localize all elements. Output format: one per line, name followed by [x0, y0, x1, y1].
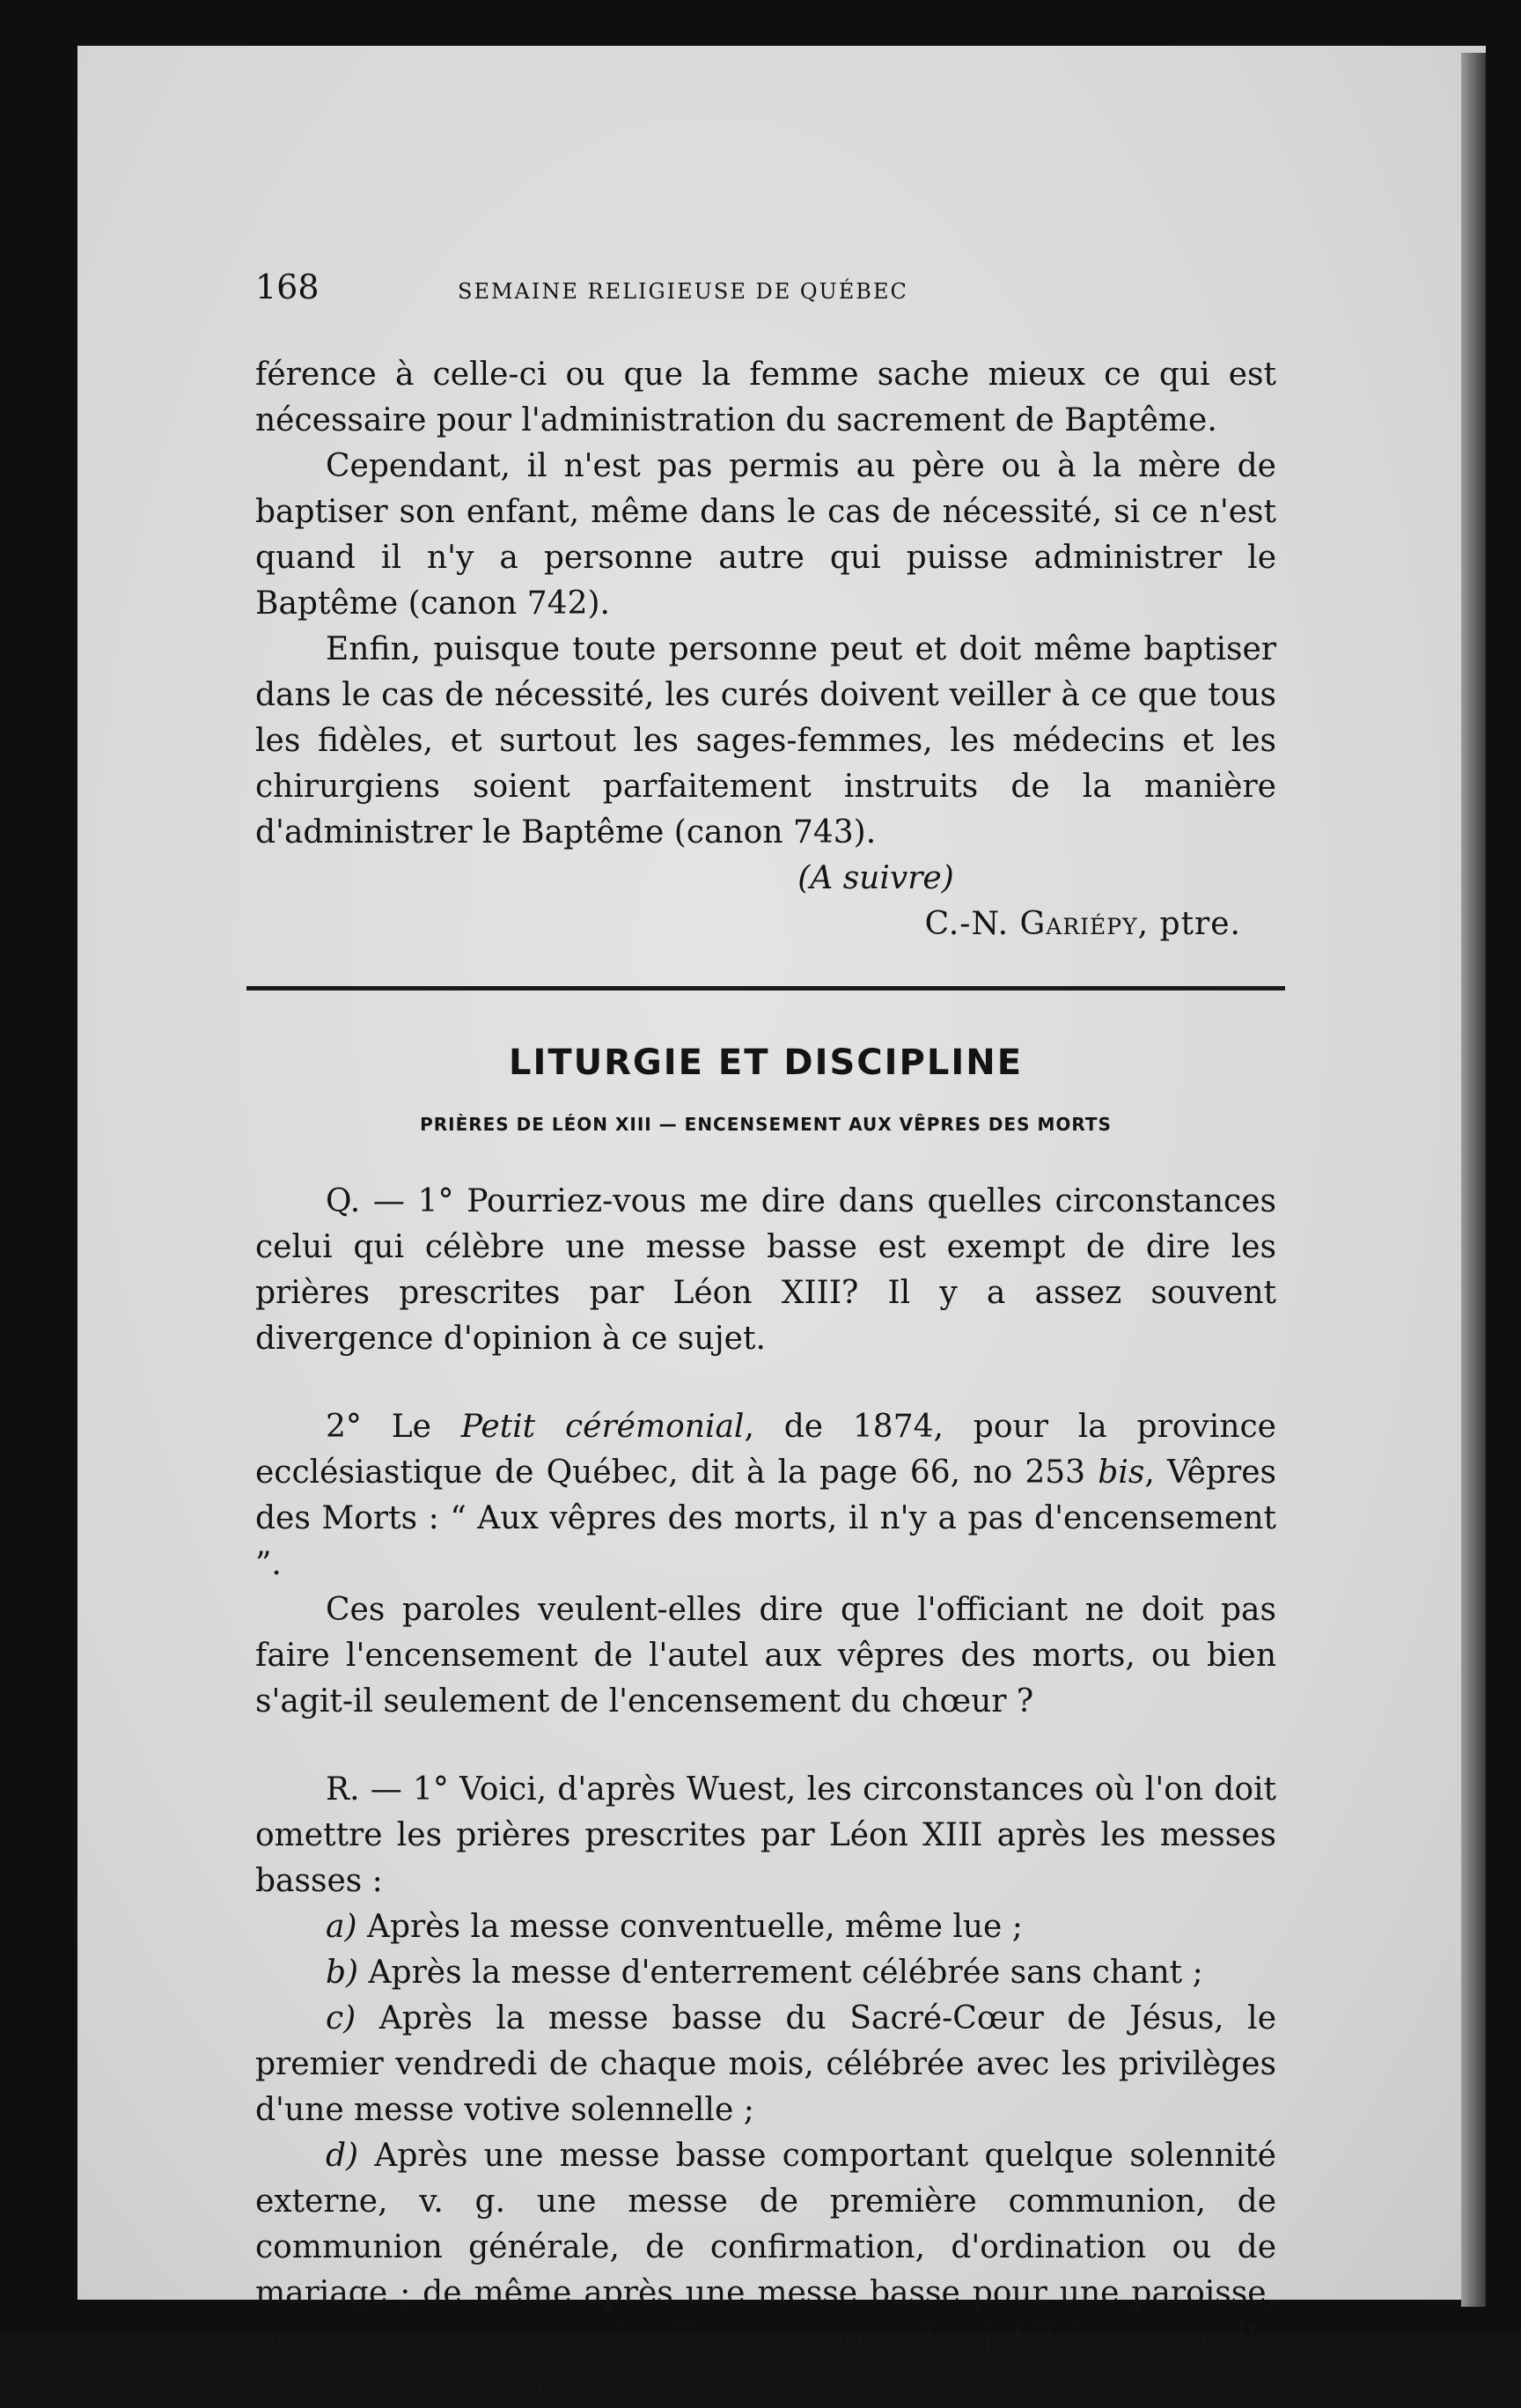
page-text	[255, 264, 1276, 2408]
paragraph: Cependant, il n'est pas permis au père ou à la mère de baptiser son enfant, même dans le cas de nécessité, si ce n'est quand il n'y a personne autre qui puisse administrer le Baptême (canon 742).	[255, 448, 1276, 622]
page-edge-shadow	[1461, 53, 1486, 2307]
page-number: 168	[255, 268, 320, 306]
item-text: Après une messe basse comportant quelque solennité externe, v. g. une messe de première communion, de communion générale, de confirmation, d'ordination ou de mariage ; de même après une messe basse pour une paroisse, pour une communauté religieuse, pour des jubilaires ou celle d'un nouveau prêtre, si	[255, 2138, 1276, 2403]
running-title: SEMAINE RELIGIEUSE DE QUÉBEC	[458, 279, 908, 304]
page-header	[255, 264, 1276, 317]
section-divider	[246, 986, 1285, 990]
question-paragraph: Ces paroles veulent-elles dire que l'officiant ne doit pas faire l'encensement de l'autel aux vêpres des morts, ou bien s'agit-il seulement de l'encensement du chœur ?	[255, 1592, 1276, 1719]
answer-paragraph: R. — 1° Voici, d'après Wuest, les circonstances où l'on doit omettre les prières prescrites par Léon XIII après les messes basses :	[255, 1771, 1276, 1899]
item-marker: b)	[326, 1955, 359, 1991]
q2-prefix: 2° Le	[326, 1409, 461, 1445]
item-text: Après la messe conventuelle, même lue ;	[356, 1909, 1023, 1945]
answer-item	[255, 2133, 1276, 2408]
answer-item	[255, 1950, 1276, 1996]
to-follow-text: (A suivre)	[797, 860, 954, 896]
signature-title: , ptre.	[1137, 906, 1241, 942]
q2-middle: , de 1874, pour la province ecclésiastique de Québec, dit à la page 66, no 253	[255, 1409, 1276, 1491]
item-marker: c)	[326, 2000, 356, 2036]
answer-item	[255, 1996, 1276, 2133]
paragraph: Enfin, puisque toute personne peut et doit même baptiser dans le cas de nécessité, les curés doivent veiller à ce que tous les fidèles, et surtout les sages-femmes, les médecins et les chirurgiens soient parfaitement instruits de la manière d'administrer le Baptême (canon 743).	[255, 631, 1276, 851]
signature-initials: C.-N.	[924, 906, 1010, 942]
item-marker: d)	[326, 2138, 359, 2174]
question-paragraph	[255, 1404, 1276, 1587]
signature-name: Gariépy	[1019, 906, 1138, 942]
section-subtitle: PRIÈRES DE LÉON XIII — ENCENSEMENT AUX VÊPRES DES MORTS	[420, 1114, 1112, 1135]
item-marker: a)	[326, 1909, 357, 1945]
spacer	[255, 1362, 1276, 1404]
item-text: Après la messe basse du Sacré-Cœur de Jésus, le premier vendredi de chaque mois, célébrée avec les privilèges d'une messe votive solennelle ;	[255, 2000, 1276, 2128]
answer-item	[255, 1904, 1276, 1950]
question-paragraph: Q. — 1° Pourriez-vous me dire dans quelles circonstances celui qui célèbre une messe basse est exempt de dire les prières prescrites par Léon XIII? Il y a assez souvent divergence d'opinion à ce sujet.	[255, 1183, 1276, 1357]
q2-bis: bis	[1098, 1454, 1145, 1491]
item-text: Après la messe d'enterrement célébrée sans chant ;	[358, 1955, 1203, 1991]
section-title: LITURGIE ET DISCIPLINE	[508, 1042, 1024, 1083]
q2-book-title: Petit cérémonial	[460, 1409, 745, 1445]
to-follow-note	[475, 856, 1276, 902]
q2-suffix: , Vêpres des Morts : “ Aux vêpres des morts, il n'y a pas d'encensement ”.	[255, 1454, 1276, 1582]
spacer	[255, 1725, 1276, 1767]
author-signature	[255, 902, 1241, 947]
paragraph: férence à celle-ci ou que la femme sache mieux ce qui est nécessaire pour l'administration du sacrement de Baptême.	[255, 357, 1276, 438]
